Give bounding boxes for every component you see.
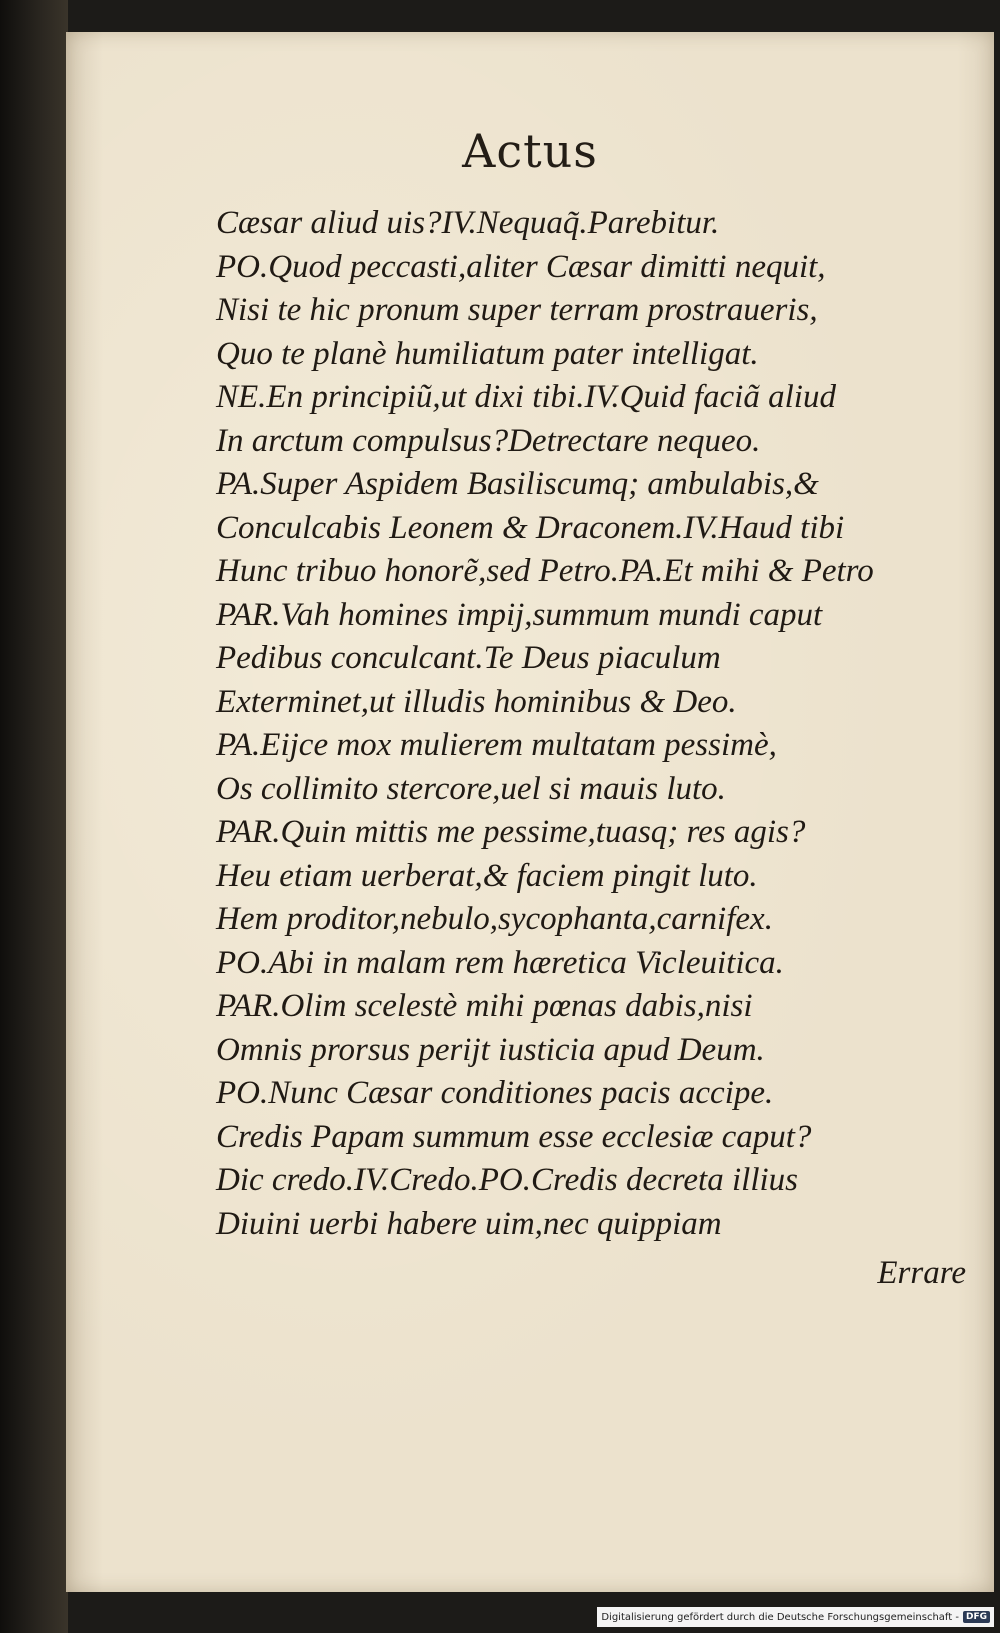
text-line: Nisi te hic pronum super terram prostraueris, bbox=[216, 292, 818, 328]
text-line: Credis Papam summum esse ecclesiæ caput? bbox=[216, 1118, 812, 1155]
text-line: Omnis prorsus perijt iusticia apud Deum. bbox=[216, 1031, 765, 1068]
text-line: PAR.Olim scelestè mihi pœnas dabis,nisi bbox=[216, 988, 753, 1024]
text-line: Exterminet,ut illudis hominibus & Deo. bbox=[216, 683, 737, 720]
book-spine bbox=[0, 0, 68, 1633]
text-line: Hunc tribuo honorẽ,sed Petro.PA.Et mihi & Petro bbox=[216, 553, 874, 589]
text-line: NE.En principiũ,ut dixi tibi.IV.Quid faciã aliud bbox=[216, 379, 836, 415]
dfg-logo-icon: DFG bbox=[963, 1611, 990, 1623]
text-line: PO.Nunc Cæsar conditiones pacis accipe. bbox=[216, 1075, 774, 1111]
text-line: PAR.Quin mittis me pessime,tuasq; res agis? bbox=[216, 814, 806, 850]
text-line: PA.Super Aspidem Basiliscumq; ambulabis,& bbox=[216, 466, 819, 502]
text-line: Heu etiam uerberat,& faciem pingit luto. bbox=[216, 857, 758, 894]
text-line: Quo te planè humiliatum pater intelligat. bbox=[216, 335, 759, 372]
text-line: Os collimito stercore,uel si mauis luto. bbox=[216, 770, 726, 807]
text-line: In arctum compulsus?Detrectare nequeo. bbox=[216, 422, 761, 459]
text-line: Pedibus conculcant.Te Deus piaculum bbox=[216, 640, 721, 676]
text-line: Conculcabis Leonem & Draconem.IV.Haud tibi bbox=[216, 509, 845, 546]
text-line: Dic credo.IV.Credo.PO.Credis decreta illius bbox=[216, 1162, 798, 1198]
text-line: PAR.Vah homines impij,summum mundi caput bbox=[216, 596, 823, 633]
footer-text: Digitalisierung gefördert durch die Deutsche Forschungsgemeinschaft - bbox=[601, 1611, 959, 1623]
text-line: PO.Quod peccasti,aliter Cæsar dimitti nequit, bbox=[216, 248, 826, 285]
text-block bbox=[216, 202, 956, 1246]
text-line: Cæsar aliud uis?IV.Nequaq̃.Parebitur. bbox=[216, 205, 720, 241]
page-heading: Actus bbox=[462, 124, 598, 178]
text-line: Hem proditor,nebulo,sycophanta,carnifex. bbox=[216, 901, 773, 937]
catchword: Errare bbox=[877, 1255, 966, 1291]
text-line: Diuini uerbi habere uim,nec quippiam bbox=[216, 1205, 722, 1242]
text-line: PO.Abi in malam rem hæretica Vicleuitica. bbox=[216, 944, 784, 981]
text-line: PA.Eijce mox mulierem multatam pessimè, bbox=[216, 727, 777, 763]
funding-footer bbox=[597, 1607, 994, 1627]
page-sheet bbox=[66, 32, 994, 1592]
